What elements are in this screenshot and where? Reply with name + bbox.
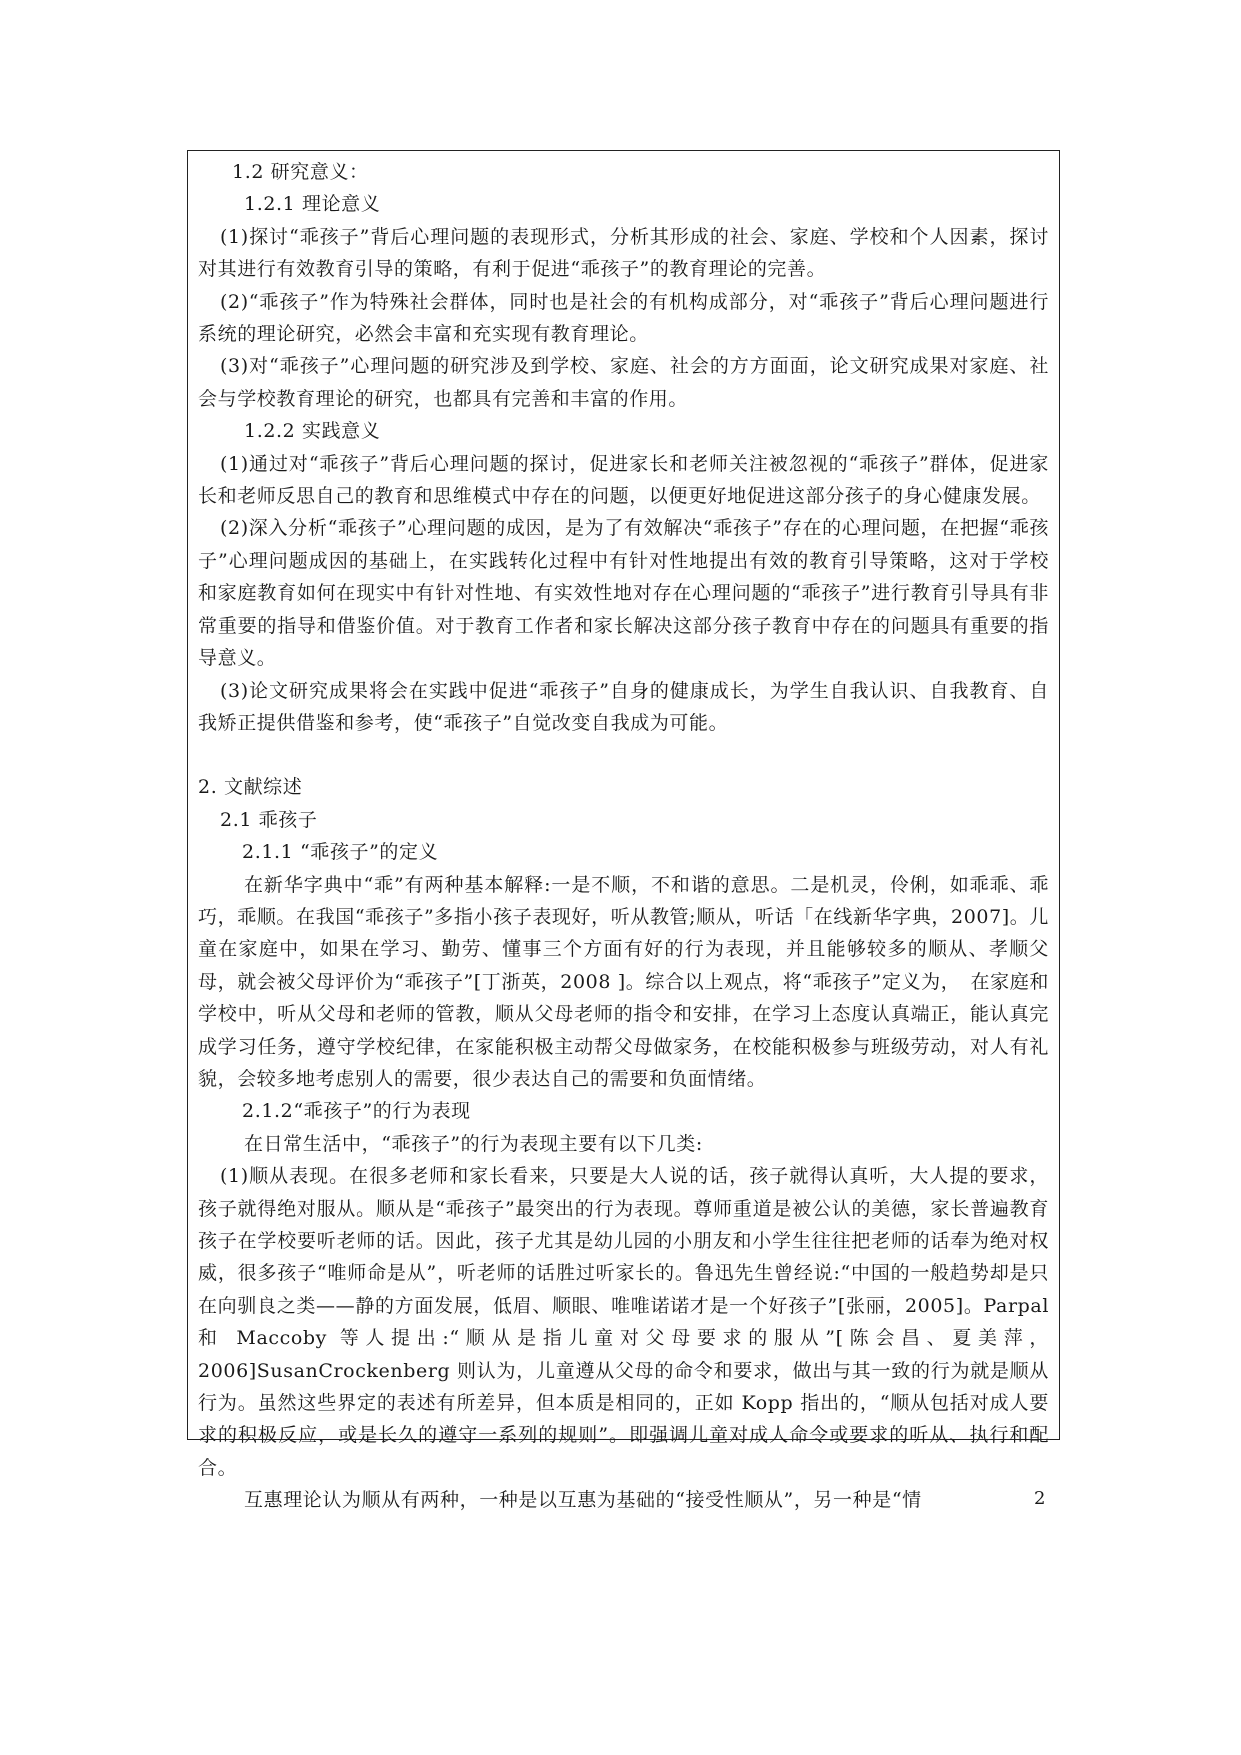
paragraph-behavior-intro: 在日常生活中，“乖孩子”的行为表现主要有以下几类: xyxy=(244,1132,703,1155)
content-frame xyxy=(187,150,1060,1512)
page-number: 2 xyxy=(1034,1488,1046,1509)
paragraph-practice-2: (2)深入分析“乖孩子”心理问题的成因，是为了有效解决“乖孩子”存在的心理问题，在把握“乖孩子”心理问题成因的基础上，在实践转化过程中有针对性地提出有效的教育引导策略，这对于学校和家庭教育如何在现实中有针对性地、有实效性地对存在心理问题的“乖孩子”进行教育引导具有非常重要的指导和借鉴价值。对于教育工作者和家长解决这部分孩子教育中存在的问题具有重要的指导意义。 xyxy=(198,517,1049,670)
paragraph-theory-1: (1)探讨“乖孩子”背后心理问题的表现形式，分析其形成的社会、家庭、学校和个人因素，探讨对其进行有效教育引导的策略，有利于促进“乖孩子”的教育理论的完善。 xyxy=(198,225,1049,281)
paragraph-practice-3: (3)论文研究成果将会在实践中促进“乖孩子”自身的健康成长，为学生自我认识、自我教育、自我矫正提供借鉴和参考，使“乖孩子”自觉改变自我成为可能。 xyxy=(198,679,1049,734)
heading-1-2-1: 1.2.1 理论意义 xyxy=(244,193,381,216)
paragraph-behavior-1: (1)顺从表现。在很多老师和家长看来，只要是大人说的话，孩子就得认真听，大人提的要求，孩子就得绝对服从。顺从是“乖孩子”最突出的行为表现。尊师重道是被公认的美德，家长普遍教育孩子在学校要听老师的话。因此，孩子尤其是幼儿园的小朋友和小学生往往把老师的话奉为绝对权威，很多孩子“唯师命是从”，听老师的话胜过听家长的。鲁迅先生曾经说:“中国的一般趋势却是只在向驯良之类——静的方面发展，低眉、顺眼、唯唯诺诺才是一个好孩子”[张丽，2005]。Parpal 和 Maccoby 等人提出:“顺从是指儿童对父母要求的服从”[陈会昌、夏美萍，2006]SusanCrockenberg 则认为，儿童遵从父母的命令和要求，做出与其一致的行为就是顺从行为。虽然这些界定的表述有所差异，但本质是相同的，正如 Kopp 指出的，“顺从包括对成人要求的积极反应，或是长久的遵守一系列的规则”。即强调儿童对成人命令或要求的听从、执行和配合。 xyxy=(198,1165,1049,1479)
paragraph-practice-1: (1)通过对“乖孩子”背后心理问题的探讨，促进家长和老师关注被忽视的“乖孩子”群体，促进家长和老师反思自己的教育和思维模式中存在的问题，以便更好地促进这部分孩子的身心健康发展。 xyxy=(198,452,1049,508)
paragraph-theory-2: (2)“乖孩子”作为特殊社会群体，同时也是社会的有机构成部分，对“乖孩子”背后心理问题进行系统的理论研究，必然会丰富和充实现有教育理论。 xyxy=(198,290,1049,346)
paragraph-reciprocal: 互惠理论认为顺从有两种，一种是以互惠为基础的“接受性顺从”，另一种是“情 xyxy=(244,1489,922,1512)
heading-2: 2. 文献综述 xyxy=(198,776,303,799)
heading-1-2: 1.2 研究意义： xyxy=(232,161,369,183)
heading-2-1: 2.1 乖孩子 xyxy=(220,808,318,831)
heading-2-1-1: 2.1.1 “乖孩子”的定义 xyxy=(242,841,439,864)
heading-2-1-2: 2.1.2“乖孩子”的行为表现 xyxy=(242,1100,471,1123)
heading-1-2-2: 1.2.2 实践意义 xyxy=(244,420,381,443)
paragraph-theory-3: (3)对“乖孩子”心理问题的研究涉及到学校、家庭、社会的方方面面，论文研究成果对家庭、社会与学校教育理论的研究，也都具有完善和丰富的作用。 xyxy=(198,355,1049,410)
paragraph-definition: 在新华字典中“乖”有两种基本解释:一是不顺，不和谐的意思。二是机灵，伶俐，如乖乖、乖巧，乖顺。在我国“乖孩子”多指小孩子表现好，听从教管;顺从，听话「在线新华字典，2007]。儿童在家庭中，如果在学习、勤劳、懂事三个方面有好的行为表现，并且能够较多的顺从、孝顺父母，就会被父母评价为“乖孩子”[丁浙英，2008 ]。综合以上观点，将“乖孩子”定义为， 在家庭和学校中，听从父母和老师的管教，顺从父母老师的指令和安排，在学习上态度认真端正，能认真完成学习任务，遵守学校纪律，在家能积极主动帮父母做家务，在校能积极参与班级劳动，对人有礼貌，会较多地考虑别人的需要，很少表达自己的需要和负面情绪。 xyxy=(198,873,1049,1090)
